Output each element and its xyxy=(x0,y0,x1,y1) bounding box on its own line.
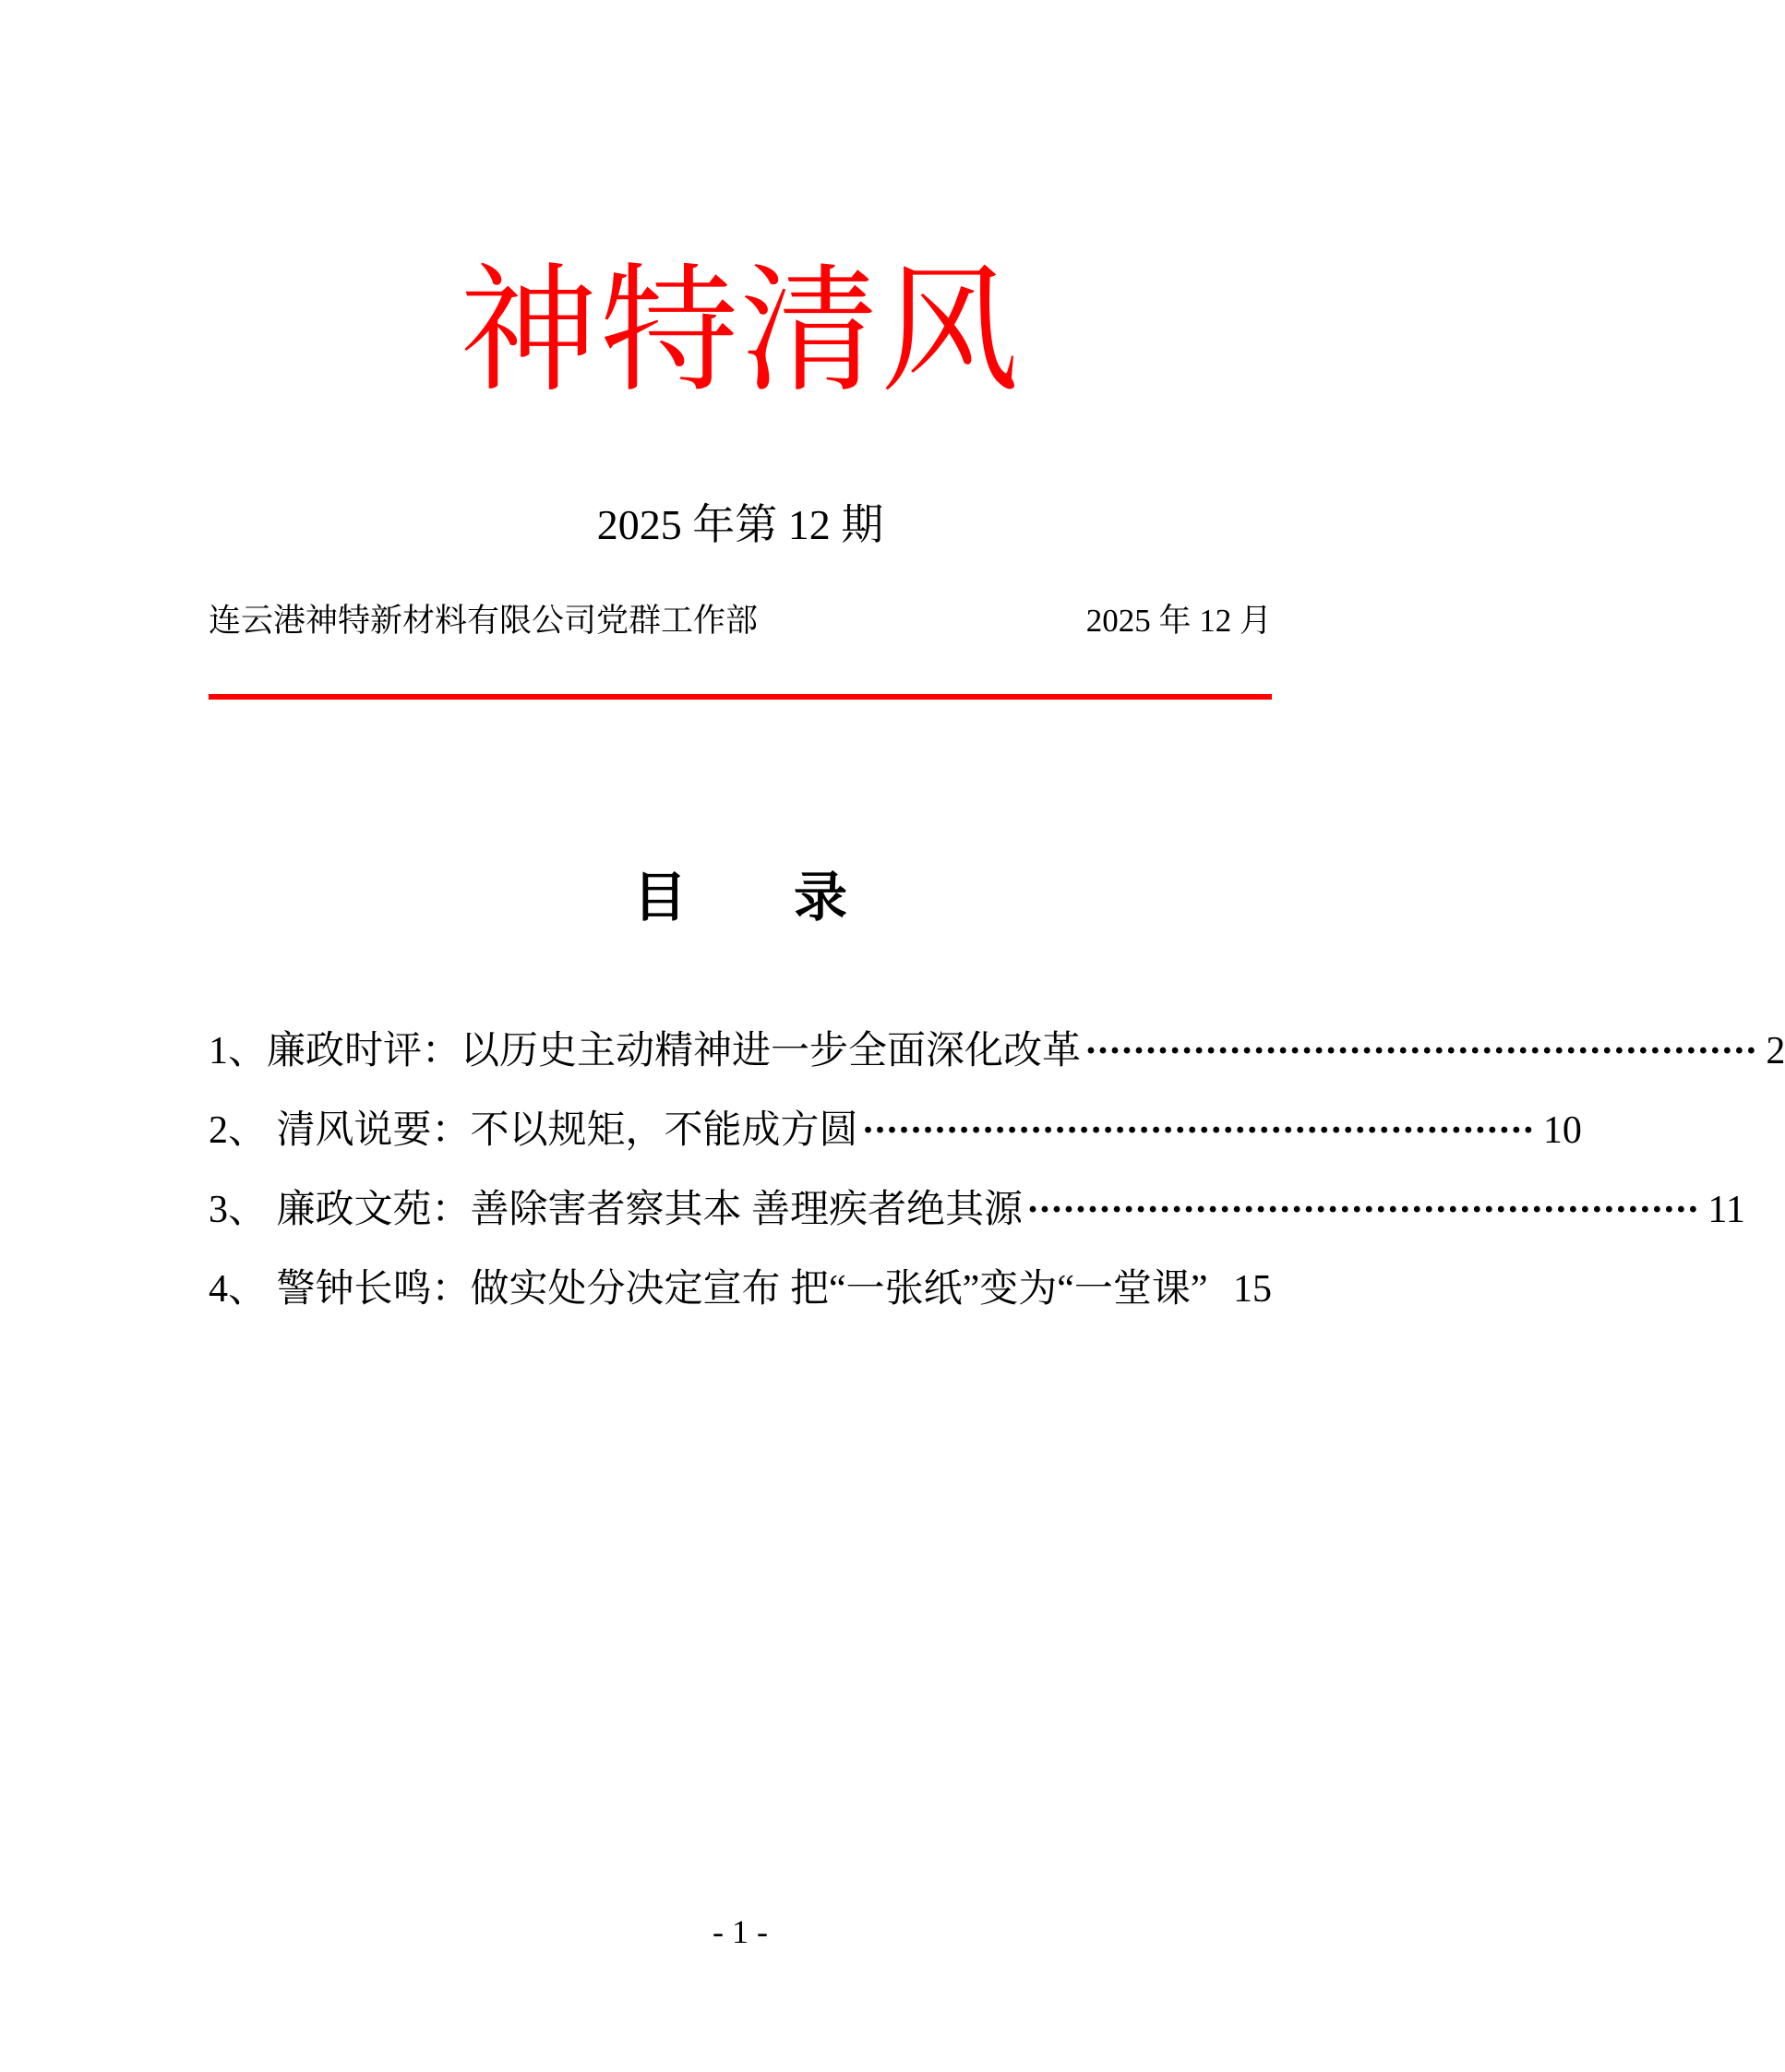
toc-page-number: 11 xyxy=(1707,1188,1745,1231)
toc-entry xyxy=(209,1250,1272,1329)
issue-number: 2025 年第 12 期 xyxy=(596,501,884,548)
toc-entry xyxy=(209,1170,1745,1250)
toc-entry-label: 1、廉政时评：以历史主动精神进一步全面深化改革 xyxy=(209,1029,1082,1072)
toc-page-number: 2 xyxy=(1766,1029,1785,1072)
publication-info-row xyxy=(209,602,1272,641)
red-divider-rule xyxy=(209,694,1272,700)
toc-heading: 目 录 xyxy=(632,868,847,928)
toc-leader-dots: ························································ xyxy=(861,1108,1534,1152)
toc-page-number: 10 xyxy=(1542,1108,1582,1152)
publication-date: 2025 年 12 月 xyxy=(1085,603,1272,639)
toc-entry-label: 4、 警钟长鸣：做实处分决定宣布 把“一张纸”变为“一堂课” xyxy=(209,1267,1208,1311)
toc-entry-label: 2、 清风说要：不以规矩，不能成方圆 xyxy=(209,1108,858,1152)
page-number-footer: - 1 - xyxy=(713,1913,768,1950)
toc-leader-dots: ························································ xyxy=(1026,1188,1699,1231)
toc-entry xyxy=(209,1091,1582,1170)
toc-entry xyxy=(209,1012,1785,1091)
toc-leader-dots: ························································ xyxy=(1084,1029,1757,1072)
toc-page-number: 15 xyxy=(1233,1267,1272,1311)
masthead-title: 神特清风 xyxy=(459,256,1021,409)
publisher-name: 连云港神特新材料有限公司党群工作部 xyxy=(209,603,759,639)
toc-list xyxy=(209,1012,1785,1329)
toc-entry-label: 3、 廉政文苑：善除害者察其本 善理疾者绝其源 xyxy=(209,1188,1024,1231)
